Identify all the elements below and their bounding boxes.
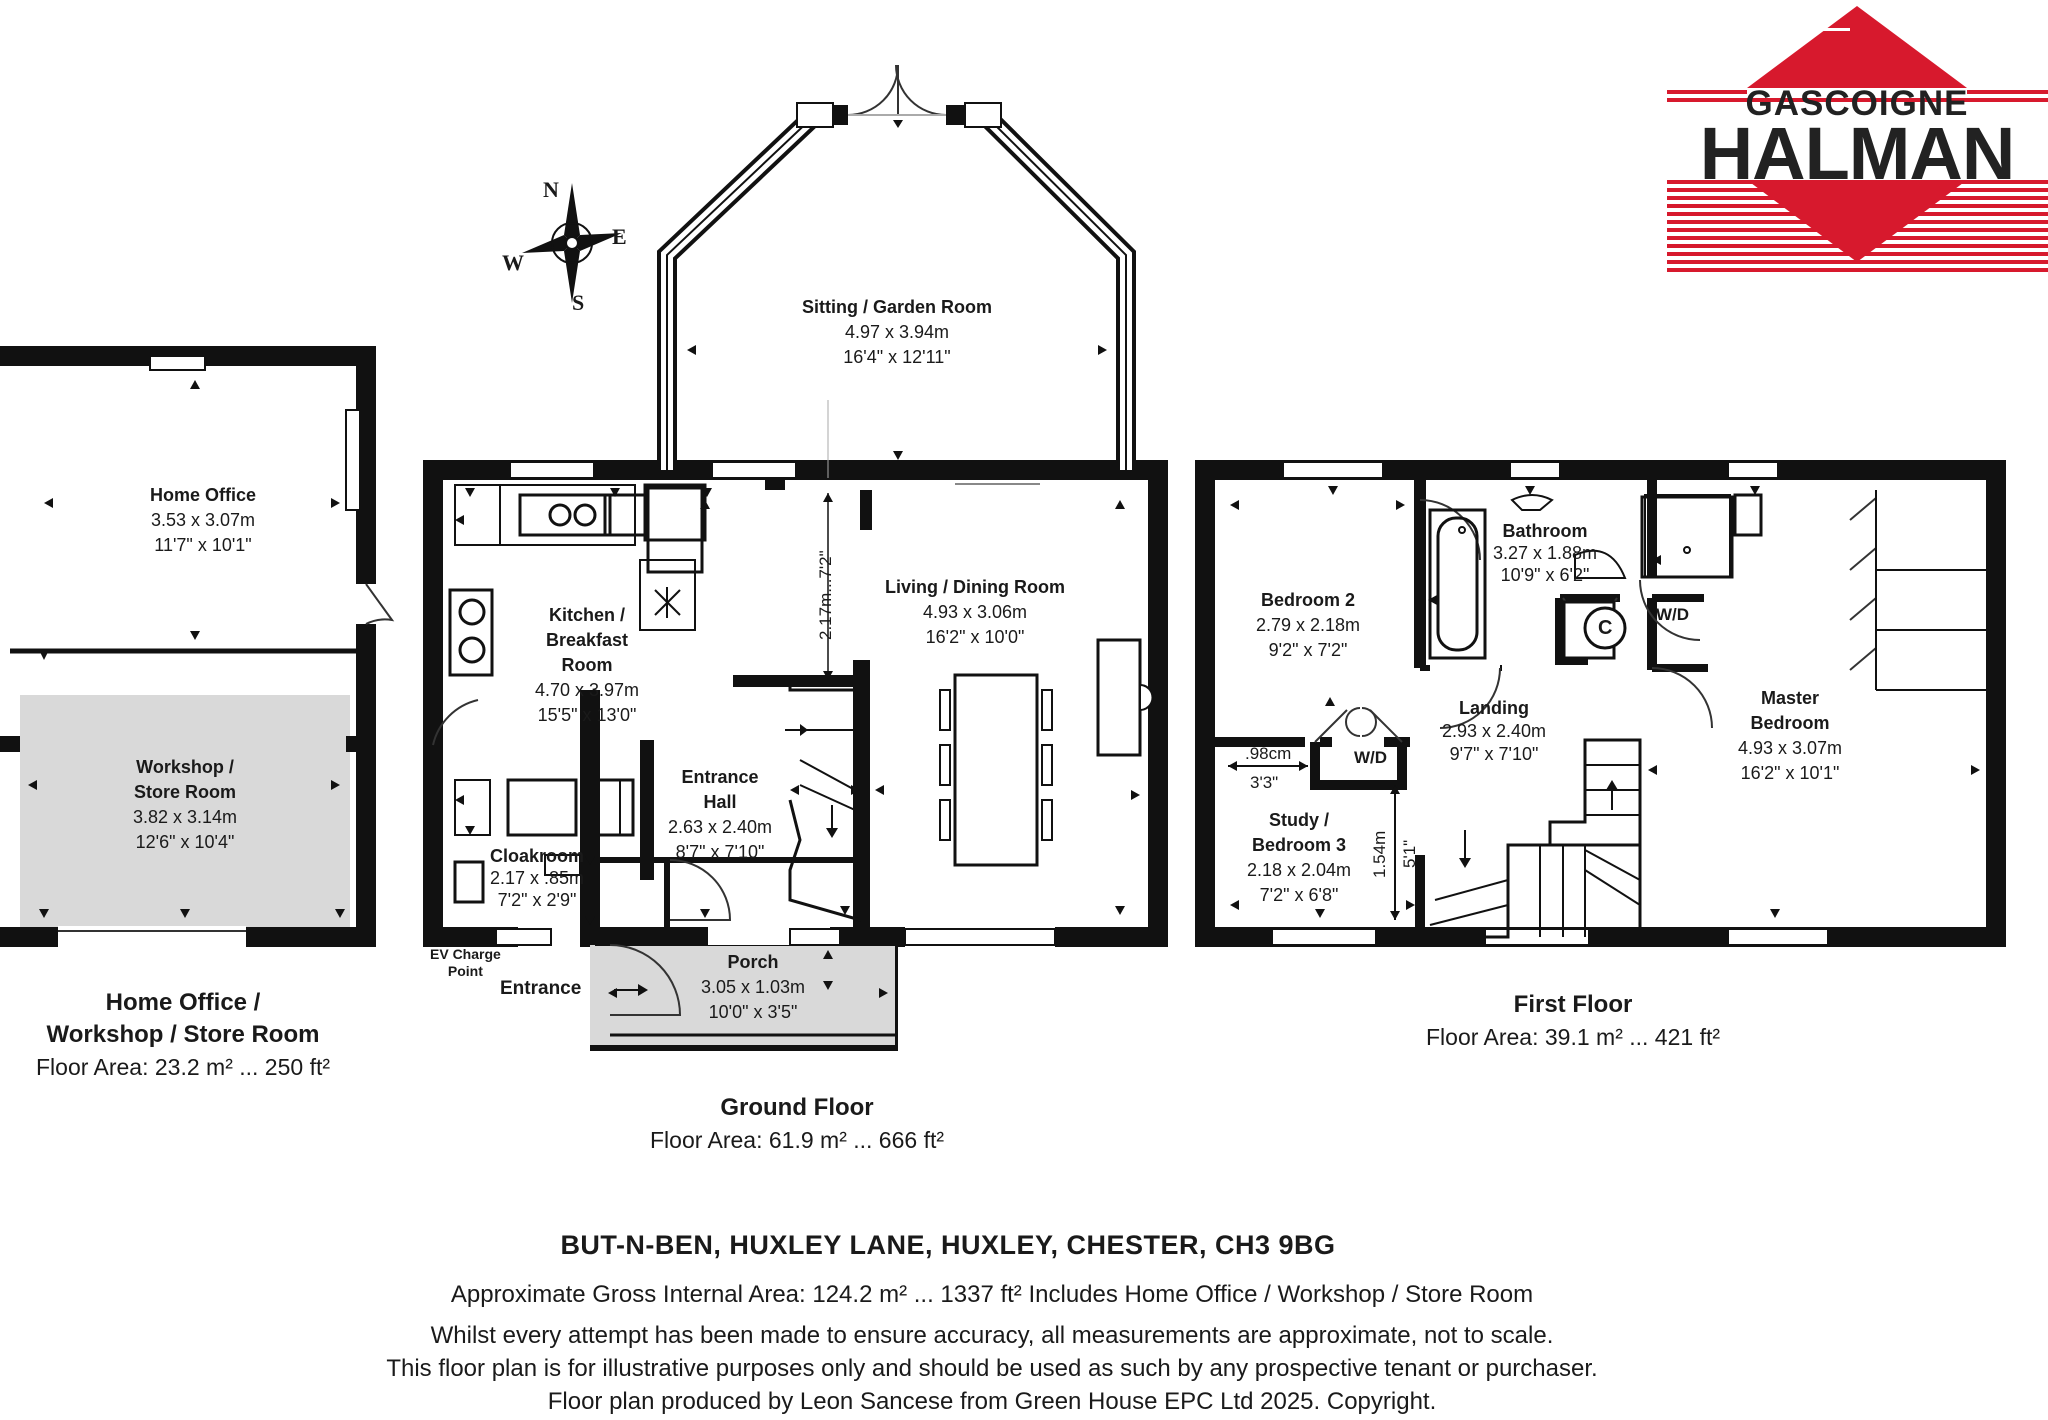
ev-charge-line-1: EV Charge (430, 946, 501, 962)
caption-title-1: Home Office / (105, 989, 261, 1016)
study-height-metric: 1.54m (1370, 830, 1389, 878)
footer-credit: Floor plan produced by Leon Sancese from Green House EPC Ltd 2025. Copyright. (547, 1388, 1437, 1415)
study-height-imperial: 5'1" (1400, 839, 1419, 868)
caption-title: Ground Floor (720, 1094, 874, 1121)
caption-area: Floor Area: 39.1 m² ... 421 ft² (1425, 1024, 1721, 1050)
study-width-imperial: 3'3" (1250, 773, 1279, 792)
room-metric: 4.97 x 3.94m (844, 322, 950, 342)
room-porch (701, 950, 805, 1025)
room-kitchen (535, 603, 639, 728)
room-imperial: 10'9" x 6'2" (1500, 565, 1590, 585)
room-metric: 4.70 x 3.97m (534, 680, 640, 700)
footer-disclaimer-1: Whilst every attempt has been made to ensure accuracy, all measurements are approximate, not to scale. (430, 1322, 1554, 1349)
room-bedroom-2 (1256, 588, 1360, 663)
room-metric: 2.93 x 2.40m (1441, 721, 1547, 741)
room-living (885, 575, 1065, 650)
room-metric: 4.93 x 3.06m (922, 602, 1028, 622)
wardrobe-landing-label: W/D (1354, 748, 1388, 767)
room-imperial: 16'2" x 10'0" (925, 627, 1025, 647)
room-imperial: 15'5" x 13'0" (537, 705, 637, 725)
room-metric: 2.18 x 2.04m (1246, 860, 1352, 880)
room-metric: 3.82 x 3.14m (132, 807, 238, 827)
footer-gia: Approximate Gross Internal Area: 124.2 m² ... 1337 ft² Includes Home Office / Workshop / Store Room (450, 1281, 1534, 1308)
room-name-1: Master (1760, 688, 1820, 708)
logo-word-halman: HALMAN (1699, 112, 2015, 195)
caption-outbuilding (36, 987, 330, 1083)
room-name-2: Bedroom 3 (1251, 835, 1347, 855)
room-entrance-hall (668, 765, 772, 865)
room-metric: 4.93 x 3.07m (1737, 738, 1843, 758)
room-bathroom (1493, 520, 1597, 586)
room-name-1: Study / (1268, 810, 1329, 830)
room-imperial: 7'2" x 6'8" (1259, 885, 1339, 905)
room-name-2: Store Room (133, 782, 236, 802)
room-name: Home Office (149, 485, 257, 505)
room-name: Sitting / Garden Room (801, 297, 993, 317)
compass-rose (522, 183, 622, 303)
sitting-room-plan (667, 65, 1126, 470)
caption-title: First Floor (1513, 991, 1633, 1018)
room-imperial: 16'4" x 12'11" (843, 347, 951, 367)
ev-charge-label (430, 946, 501, 980)
room-imperial: 9'2" x 7'2" (1268, 640, 1348, 660)
room-cloakroom (490, 845, 584, 911)
caption-area: Floor Area: 23.2 m² ... 250 ft² (35, 1054, 331, 1080)
room-workshop (133, 755, 237, 855)
room-name: Cloakroom (489, 846, 585, 866)
room-imperial: 10'0" x 3'5" (708, 1002, 798, 1022)
room-metric: 2.79 x 2.18m (1255, 615, 1361, 635)
room-name-1: Entrance (681, 767, 759, 787)
cupboard-label: C (1598, 617, 1613, 639)
room-name-2: Bedroom (1750, 713, 1830, 733)
caption-title-2: Workshop / Store Room (46, 1021, 320, 1048)
room-imperial: 9'7" x 7'10" (1449, 744, 1539, 764)
compass-e: E (612, 224, 627, 249)
wardrobe-bathroom-label: W/D (1656, 605, 1690, 624)
caption-ground-floor (650, 1092, 944, 1156)
logo-word-gascoigne: GASCOIGNE (1745, 84, 1969, 123)
kitchen-dimension-label: 2.17m...7'2" (816, 550, 835, 640)
room-master-bedroom (1738, 686, 1842, 786)
room-name: Bedroom 2 (1260, 590, 1356, 610)
study-width-metric: .98cm (1245, 744, 1292, 763)
compass-n: N (543, 177, 559, 202)
room-imperial: 8'7" x 7'10" (675, 842, 765, 862)
room-name-2: Breakfast (545, 630, 629, 650)
room-metric: 3.27 x 1.88m (1492, 543, 1598, 563)
room-name-1: Kitchen / (548, 605, 625, 625)
compass-w: W (502, 250, 524, 275)
room-metric: 3.53 x 3.07m (150, 510, 256, 530)
room-imperial: 7'2" x 2'9" (497, 890, 577, 910)
room-metric: 2.17 x .85m (489, 868, 585, 888)
room-name-2: Hall (703, 792, 737, 812)
room-name: Porch (727, 952, 779, 972)
room-study (1247, 808, 1351, 908)
room-imperial: 12'6" x 10'4" (135, 832, 235, 852)
ev-charge-line-2: Point (447, 963, 483, 979)
room-imperial: 16'2" x 10'1" (1740, 763, 1840, 783)
compass-s: S (572, 290, 585, 315)
room-metric: 2.63 x 2.40m (667, 817, 773, 837)
entrance-label: Entrance (500, 978, 582, 999)
caption-first-floor (1426, 989, 1720, 1053)
room-imperial: 11'7" x 10'1" (154, 535, 252, 555)
agent-logo (1666, 4, 2048, 276)
room-name: Landing (1459, 698, 1529, 718)
room-name-1: Workshop / (136, 757, 234, 777)
room-name: Living / Dining Room (885, 577, 1065, 597)
room-home-office (150, 483, 256, 558)
room-name-3: Room (561, 655, 613, 675)
property-address: BUT-N-BEN, HUXLEY LANE, HUXLEY, CHESTER, CH3 9BG (560, 1230, 1336, 1260)
footer-disclaimer-2: This floor plan is for illustrative purposes only and should be used as such by any prospective tenant or purchaser. (386, 1355, 1598, 1382)
room-sitting (802, 295, 992, 370)
room-name: Bathroom (1502, 521, 1588, 541)
caption-area: Floor Area: 61.9 m² ... 666 ft² (649, 1127, 945, 1153)
room-metric: 3.05 x 1.03m (700, 977, 806, 997)
room-landing (1442, 697, 1546, 766)
